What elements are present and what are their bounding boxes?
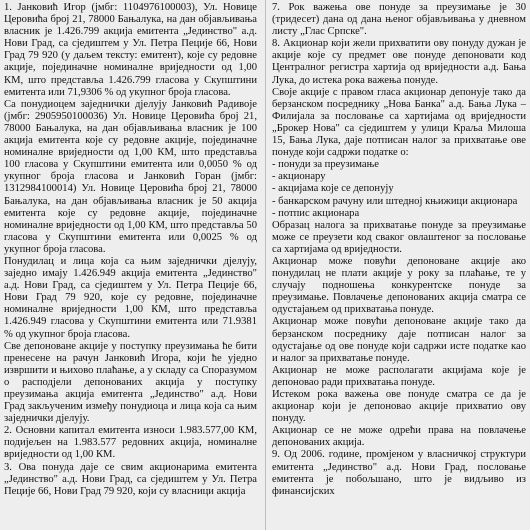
paragraph-order-form: Образац налога за прихватање понуде за преузимање може се преузети код сваког овлаштеног за пословање са хартијама од вриједности. [272, 219, 526, 255]
list-item-offer: - понуди за преузимање [272, 159, 379, 171]
paragraph-8-deposit: 8. Акционар који жели прихватити ову понуду дужан је акције које су предмет ове понуде депоновати код Централног регистра хартија од вриједности а.д. Бања Лука, до истека рока важења понуде. [272, 38, 526, 86]
paragraph-withdrawal-order: Акционар може повући депоноване акције тако да берзанском посреднику даје потписан налог за одустајање од ове понуде који садржи исте податке као и налог за прихватање понуде. [272, 316, 526, 364]
left-column [4, 2, 257, 530]
paragraph-7-validity: 7. Рок важења ове понуде за преузимање је 30 (тридесет) дана од дана њеног објављивања у дневном листу „Глас Српске". [272, 2, 526, 38]
paragraph-3-offer-scope: 3. Ова понуда даје се свим акционарима емитента „Јединство" а.д. Нови Град, са сједиштем у Ул. Петра Пеције 66, Нови Град 79 920, који су власници акција [4, 461, 257, 497]
list-item-bank-account: - банкарском рачуну или штедној књижици акционара [272, 195, 518, 207]
paragraph-joint-parties: Са понудиоцем заједнички дјелују Јанковић Радивоје (јмбг: 2905950100036) Ул. Новице Церовића број 21, 78000 Бањалука, на дан објављивања власник је 100 акција емитента које су редовне акције, појединачне номиналне вриједности од 1,00 КМ, што представља 100 гласова у Скупштини емитента или 0,0050 % од укупног броја гласова и Јанковић Горан (јмбг: 1312984100014) Ул. Новице Церовића број 21, 78000 Бањалука, на дан објављивања власник је 50 акција емитента које су редовне акције, појединачне номиналне вриједности од 1,00 КМ, што представља 50 гласова у Скупштини емитента или 0,0025 % од укупног броја гласова. [4, 98, 257, 255]
paragraph-1-offeror: 1. Јанковић Игор (јмбг: 1104976100003), Ул. Новице Церовића број 21, 78000 Бањалука, на дан објављивања власник је 1.426.799 акција емитента „Јединство" а.д. Нови Град, са сједиштем у Ул. Петра Пеције 66, Нови Град 79 920 (у даљем тексту: емитент), које су редовне акције, појединачне номиналне вриједности од 1,00 КМ, што представља 1.426.799 гласова у Скупштини емитента или 71,9306 % од укупног броја гласова. [4, 2, 257, 98]
paragraph-no-waiver: Акционар се не може одрећи права на повлачење депонованих акција. [272, 425, 526, 449]
paragraph-no-disposal: Акционар не може располагати акцијама које је депоновао ради прихватања понуде. [272, 364, 526, 388]
list-item-shares: - акцијама које се депонују [272, 183, 394, 195]
paragraph-9-since-2006: 9. Од 2006. године, промјеном у власничкој структури емитента „Јединство" а.д. Нови Град, пословање емитента је побољшано, што је видљиво из финансијских [272, 449, 526, 497]
paragraph-share-transfer: Све депоноване акције у поступку преузимања ће бити пренесене на рачун Јанковић Игора, који ће уједно извршити и њихово плаћање, а у складу са Споразумом о расподјели депонованих акција у поступку преузимања акција емитента „Јединство" а.д. Нови Град закљученим између понудиоца и лица која са њим заједнички дјелују. [4, 340, 257, 425]
paragraph-2-capital: 2. Основни капитал емитента износи 1.983.577,00 КМ, подијељен на 1.983.577 редовних акција, номиналне вриједности од 1,00 КМ. [4, 425, 257, 461]
paragraph-broker-order: Своје акције с правом гласа акционар депонује тако да берзанском посреднику „Нова Банка" а.д. Бања Лука – Филијала за пословање са хартијама од вриједности „Брокер Нова" са сједиштем у улици Краља Милоша 15, Бања Лука, даје потписан налог за прихватање ове понуде који садржи податке о: [272, 86, 526, 159]
paragraph-withdrawal: Акционар може повући депоноване акције ако понудилац не плати акције у року за плаћање, те у случају подношења конкурентске понуде за преузимање. Повлачење депонованих акција сматра се одустајањем од прихватања понуде. [272, 255, 526, 316]
column-divider [265, 0, 266, 530]
right-column [272, 2, 526, 530]
list-item-signature: - потпис акционара [272, 207, 360, 219]
paragraph-expiry-acceptance: Истеком рока важења ове понуде сматра се да је акционар који је депоновао акције прихватио ову понуду. [272, 389, 526, 425]
list-item-shareholder: - акционару [272, 171, 326, 183]
paragraph-combined-holdings: Понудилац и лица која са њим заједнички дјелују, заједно имају 1.426.949 акција емитента „Јединство" а.д. Нови Град, са сједиштем у Ул. Петра Пеције 66, Нови Град 79 920, које су редовне, појединачне номиналне вриједности 1,00 КМ, што представља 1.426.949 гласова у Скупштини емитента или 71.9381 % од укупног броја гласова. [4, 255, 257, 340]
